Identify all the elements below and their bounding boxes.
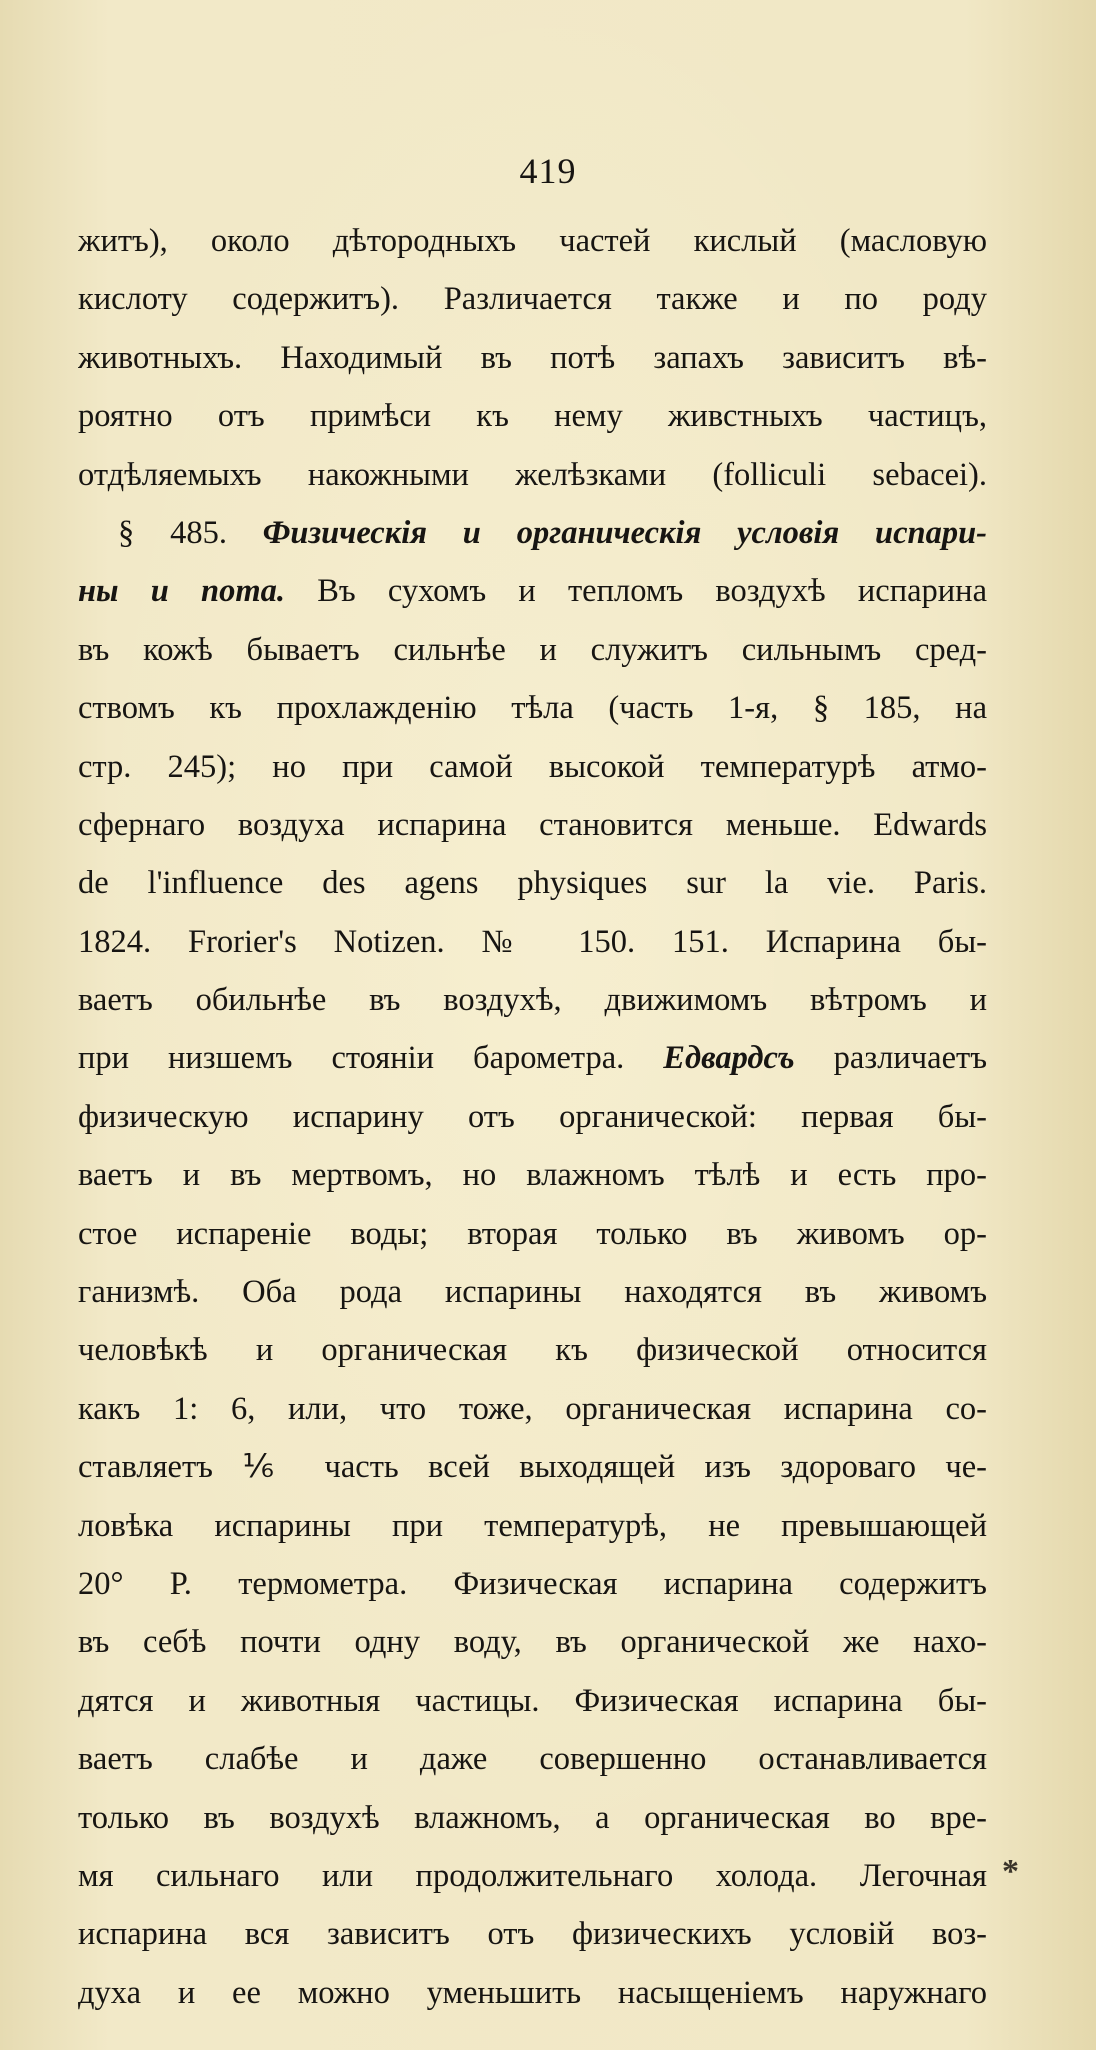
line-text: сфернаго воздуха испарина становится меньше. Edwards (78, 806, 987, 843)
text-line (78, 1321, 987, 1379)
text-line (78, 1438, 987, 1496)
text-line (78, 1029, 987, 1087)
text-line (78, 1964, 987, 2022)
text-line (78, 270, 987, 328)
text-line (78, 913, 987, 971)
line-text: житъ), около дѣтородныхъ частей кислый (масловую (78, 223, 987, 259)
text-line (78, 387, 987, 445)
line-text: стое испареніе воды; вторая только въ живомъ ор- (78, 1215, 987, 1252)
line-text: мя сильнаго или продолжительнаго холода. Легочная (78, 1857, 987, 1894)
text-line (78, 562, 987, 620)
line-text: 1824. Frorier's Notizen. № 150. 151. Испарина бы- (78, 923, 987, 960)
text-line (78, 1672, 987, 1730)
line-text: въ кожѣ бываетъ сильнѣе и служитъ сильнымъ сред- (78, 631, 987, 668)
text-line (78, 1847, 987, 1905)
text-line (78, 1205, 987, 1263)
text-line (78, 1730, 987, 1788)
text-line (78, 738, 987, 796)
text-line (78, 1613, 987, 1671)
line-text: какъ 1: 6, или, что тоже, органическая испарина со- (78, 1390, 987, 1427)
text-line (78, 1263, 987, 1321)
text-line (78, 1789, 987, 1847)
line-text: дятся и животныя частицы. Физическая испарина бы- (78, 1682, 987, 1719)
text-line (78, 1088, 987, 1146)
text-line (78, 1905, 987, 1963)
line-text: ловѣка испарины при температурѣ, не превышающей (78, 1507, 987, 1544)
line-text: человѣкѣ и органическая къ физической относится (78, 1332, 987, 1369)
signature-mark: * (1002, 1853, 1019, 1890)
line-text: физическую испарину отъ органической: первая бы- (78, 1098, 987, 1135)
text-line (78, 329, 987, 387)
text-line (78, 679, 987, 737)
line-text: стр. 245); но при самой высокой температурѣ атмо- (78, 748, 987, 785)
section-heading: ны и пота. (78, 573, 286, 610)
line-text: ваетъ слабѣе и даже совершенно останавливается (78, 1741, 987, 1778)
text-line (78, 446, 987, 504)
text-line (78, 854, 987, 912)
text-line (78, 212, 987, 270)
page-number: 419 (519, 151, 577, 191)
text-line (78, 1380, 987, 1438)
line-text: отдѣляемыхъ накожными желѣзками (folliculi sebacei). (78, 456, 987, 493)
author-name: Едвардсъ (663, 1040, 795, 1077)
line-text: животныхъ. Находимый въ потѣ запахъ зависитъ вѣ- (78, 339, 987, 376)
line-text: ганизмѣ. Оба рода испарины находятся въ живомъ (78, 1274, 987, 1311)
line-text: Въ сухомъ и тепломъ воздухѣ испарина (285, 573, 987, 610)
line-text: ставляетъ ⅙ часть всей выходящей изъ здороваго че- (78, 1449, 987, 1486)
line-text: ваетъ и въ мертвомъ, но влажномъ тѣлѣ и есть про- (78, 1157, 987, 1194)
line-text: различаетъ (794, 1040, 987, 1077)
line-text: только въ воздухѣ влажномъ, а органическая во вре- (78, 1799, 987, 1836)
section-heading: Физическія и органическія условія испари- (262, 514, 987, 551)
line-text: ствомъ къ прохлажденію тѣла (часть 1-я, § 185, на (78, 690, 987, 727)
line-text: de l'influence des agens physiques sur la vie. Paris. (78, 865, 987, 902)
line-text: кислоту содержитъ). Различается также и по роду (78, 281, 987, 318)
line-text: 20° Р. термометра. Физическая испарина содержитъ (78, 1565, 987, 1602)
line-text: испарина вся зависитъ отъ физическихъ условій воз- (78, 1916, 987, 1953)
line-text: роятно отъ примѣси къ нему живстныхъ частицъ, (78, 398, 987, 435)
body-text (78, 212, 987, 2022)
line-text: ваетъ обильнѣе въ воздухѣ, движимомъ вѣтромъ и (78, 982, 987, 1019)
text-line (78, 971, 987, 1029)
text-line (78, 1555, 987, 1613)
text-line (78, 621, 987, 679)
section-number: § 485. (118, 514, 263, 551)
line-text: въ себѣ почти одну воду, въ органической же нахо- (78, 1624, 987, 1661)
text-line (78, 504, 987, 562)
text-line (78, 1497, 987, 1555)
line-text: духа и ее можно уменьшить насыщеніемъ наружнаго (78, 1974, 987, 2011)
text-line (78, 796, 987, 854)
text-line (78, 1146, 987, 1204)
line-text: при низшемъ стояніи барометра. (78, 1040, 664, 1077)
